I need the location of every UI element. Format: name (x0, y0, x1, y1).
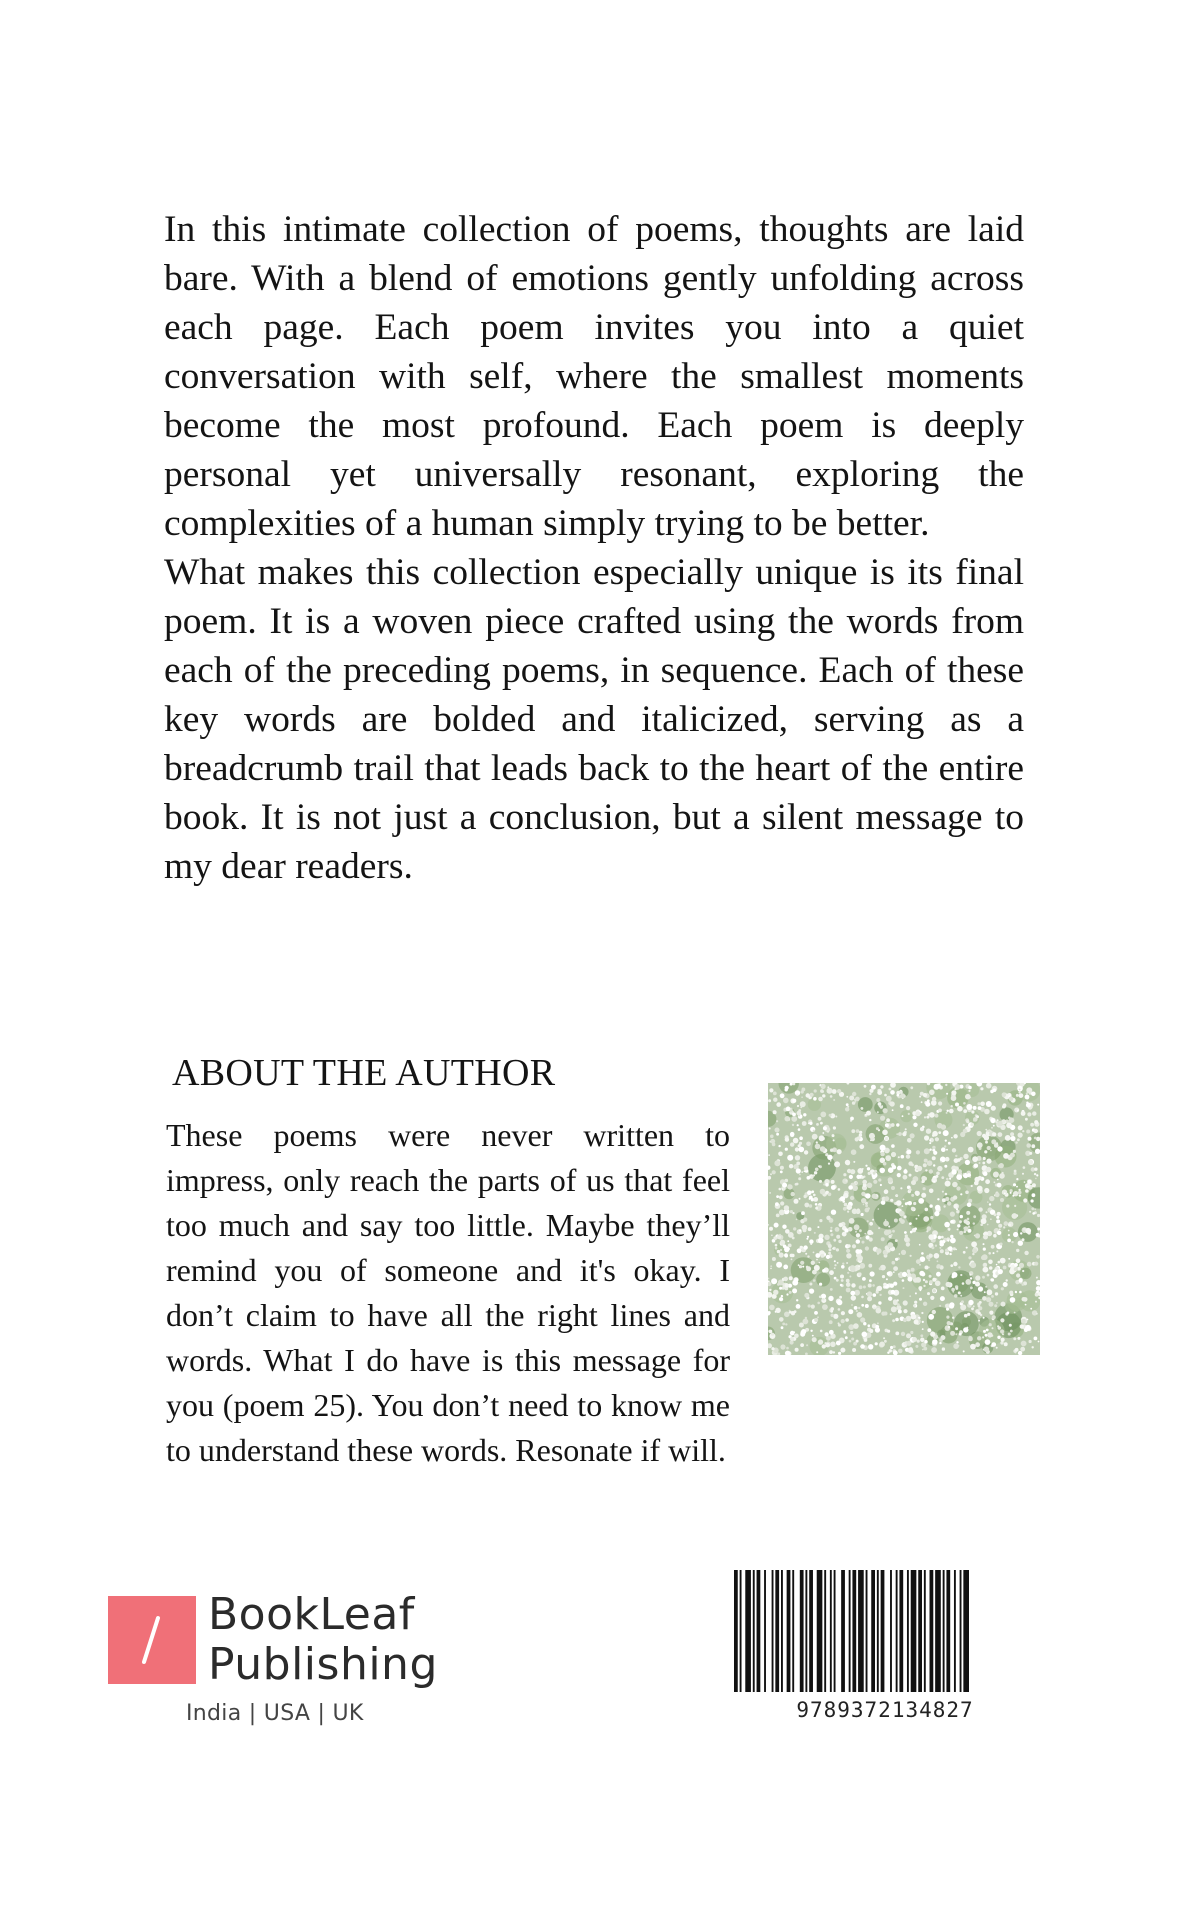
book-blurb (164, 205, 1024, 891)
blurb-paragraph-1: In this intimate collection of poems, thoughts are laid bare. With a blend of emotions gently unfolding across each page. Each poem invites you into a quiet conversation with self, where the smallest moments become the most profound. Each poem is deeply personal yet universally resonant, exploring the complexities of a human simply trying to be better. (164, 209, 1024, 544)
publisher-logo (108, 1589, 488, 1736)
publisher-name-line-2: Publishing (208, 1639, 438, 1690)
slash-mark-icon (108, 1596, 196, 1684)
barcode-icon (730, 1568, 1040, 1694)
about-author-heading: ABOUT THE AUTHOR (172, 1052, 556, 1094)
publisher-name (208, 1590, 438, 1690)
flowers-photo (768, 1083, 1040, 1355)
publisher-name-line-1: BookLeaf (208, 1589, 415, 1640)
about-author-text: These poems were never written to impress, only reach the parts of us that feel too much and say too little. Maybe they’ll remind you of someone and it's okay. I don’t claim to have all the right lines and words. What I do have is this message for you (poem 25). You don’t need to know me to understand these words. Resonate if will. (166, 1117, 730, 1468)
isbn-number: 9789372134827 (796, 1698, 974, 1722)
flowers-photo-icon (768, 1083, 1040, 1355)
blurb-paragraph-2: What makes this collection especially unique is its final poem. It is a woven piece crafted using the words from each of the preceding poems, in sequence. Each of these key words are bolded and italicized, serving as a breadcrumb trail that leads back to the heart of the entire book. It is not just a conclusion, but a silent message to my dear readers. (164, 552, 1024, 887)
publisher-regions: India | USA | UK (186, 1701, 364, 1726)
